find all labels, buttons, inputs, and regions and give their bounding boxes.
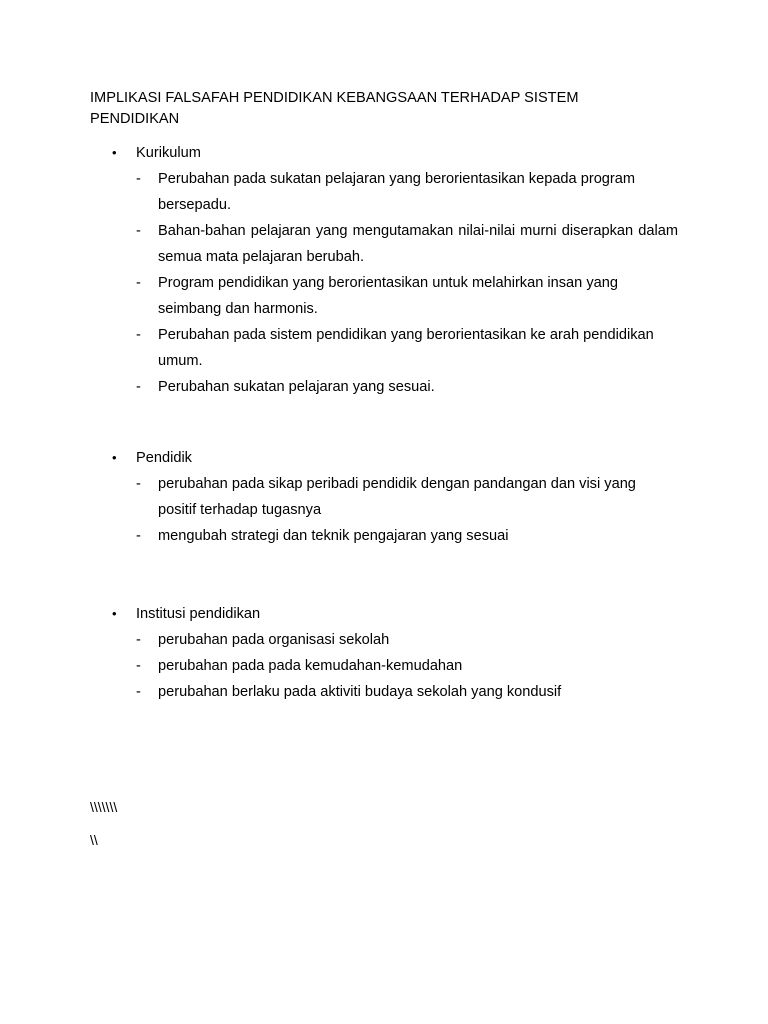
list-item-text: Perubahan sukatan pelajaran yang sesuai. — [158, 379, 435, 395]
document-title — [90, 88, 650, 130]
title-line-1: IMPLIKASI FALSAFAH PENDIDIKAN KEBANGSAAN TERHADAP SISTEM — [90, 90, 579, 106]
section-heading: Institusi pendidikan — [136, 606, 261, 622]
list-item-text: perubahan berlaku pada aktiviti budaya sekolah yang kondusif — [158, 684, 562, 700]
sub-list — [0, 166, 768, 400]
list-item — [0, 523, 768, 549]
section-heading: Pendidik — [136, 450, 192, 466]
sub-list — [0, 627, 768, 705]
dash-icon: - — [136, 223, 141, 239]
list-item — [0, 374, 768, 400]
dash-icon: - — [136, 658, 141, 674]
dash-icon: - — [136, 684, 141, 700]
bullet-icon: • — [112, 606, 117, 621]
list-item — [0, 322, 768, 374]
list-item-text: Perubahan pada sukatan pelajaran yang berorientasikan kepada program bersepadu. — [158, 171, 636, 213]
list-item — [0, 653, 768, 679]
dash-icon: - — [136, 379, 141, 395]
list-item — [0, 166, 768, 218]
dash-icon: - — [136, 275, 141, 291]
dash-icon: - — [136, 528, 141, 544]
section-kurikulum — [0, 140, 768, 400]
section-heading: Kurikulum — [136, 145, 201, 161]
sub-list — [0, 471, 768, 549]
dash-icon: - — [136, 327, 141, 343]
list-item-text: Perubahan pada sistem pendidikan yang berorientasikan ke arah pendidikan umum. — [158, 327, 654, 369]
bullet-heading — [0, 445, 768, 471]
trailing-slashes-line-1: \\\\\\\ — [90, 799, 118, 815]
list-item — [0, 627, 768, 653]
list-item-text: perubahan pada organisasi sekolah — [158, 632, 390, 648]
dash-icon: - — [136, 171, 141, 187]
list-item-text: mengubah strategi dan teknik pengajaran yang sesuai — [158, 528, 509, 544]
list-item-text: Program pendidikan yang berorientasikan untuk melahirkan insan yang seimbang dan harmonis. — [158, 275, 618, 317]
trailing-slashes-line-2: \\ — [90, 832, 98, 848]
bullet-icon: • — [112, 450, 117, 465]
dash-icon: - — [136, 476, 141, 492]
bullet-heading — [0, 601, 768, 627]
list-item — [0, 218, 768, 270]
list-item-text: perubahan pada pada kemudahan-kemudahan — [158, 658, 463, 674]
dash-icon: - — [136, 632, 141, 648]
list-item — [0, 270, 768, 322]
list-item-text: Bahan-bahan pelajaran yang mengutamakan nilai-nilai murni diserapkan dalam semua mata pelajaran berubah. — [158, 223, 678, 265]
bullet-heading — [0, 140, 768, 166]
title-line-2: PENDIDIKAN — [90, 111, 180, 127]
section-institusi-pendidikan — [0, 601, 768, 705]
section-pendidik — [0, 445, 768, 549]
list-item-text: perubahan pada sikap peribadi pendidik dengan pandangan dan visi yang positif terhadap tugasnya — [158, 476, 636, 518]
list-item — [0, 679, 768, 705]
list-item — [0, 471, 768, 523]
bullet-icon: • — [112, 145, 117, 160]
